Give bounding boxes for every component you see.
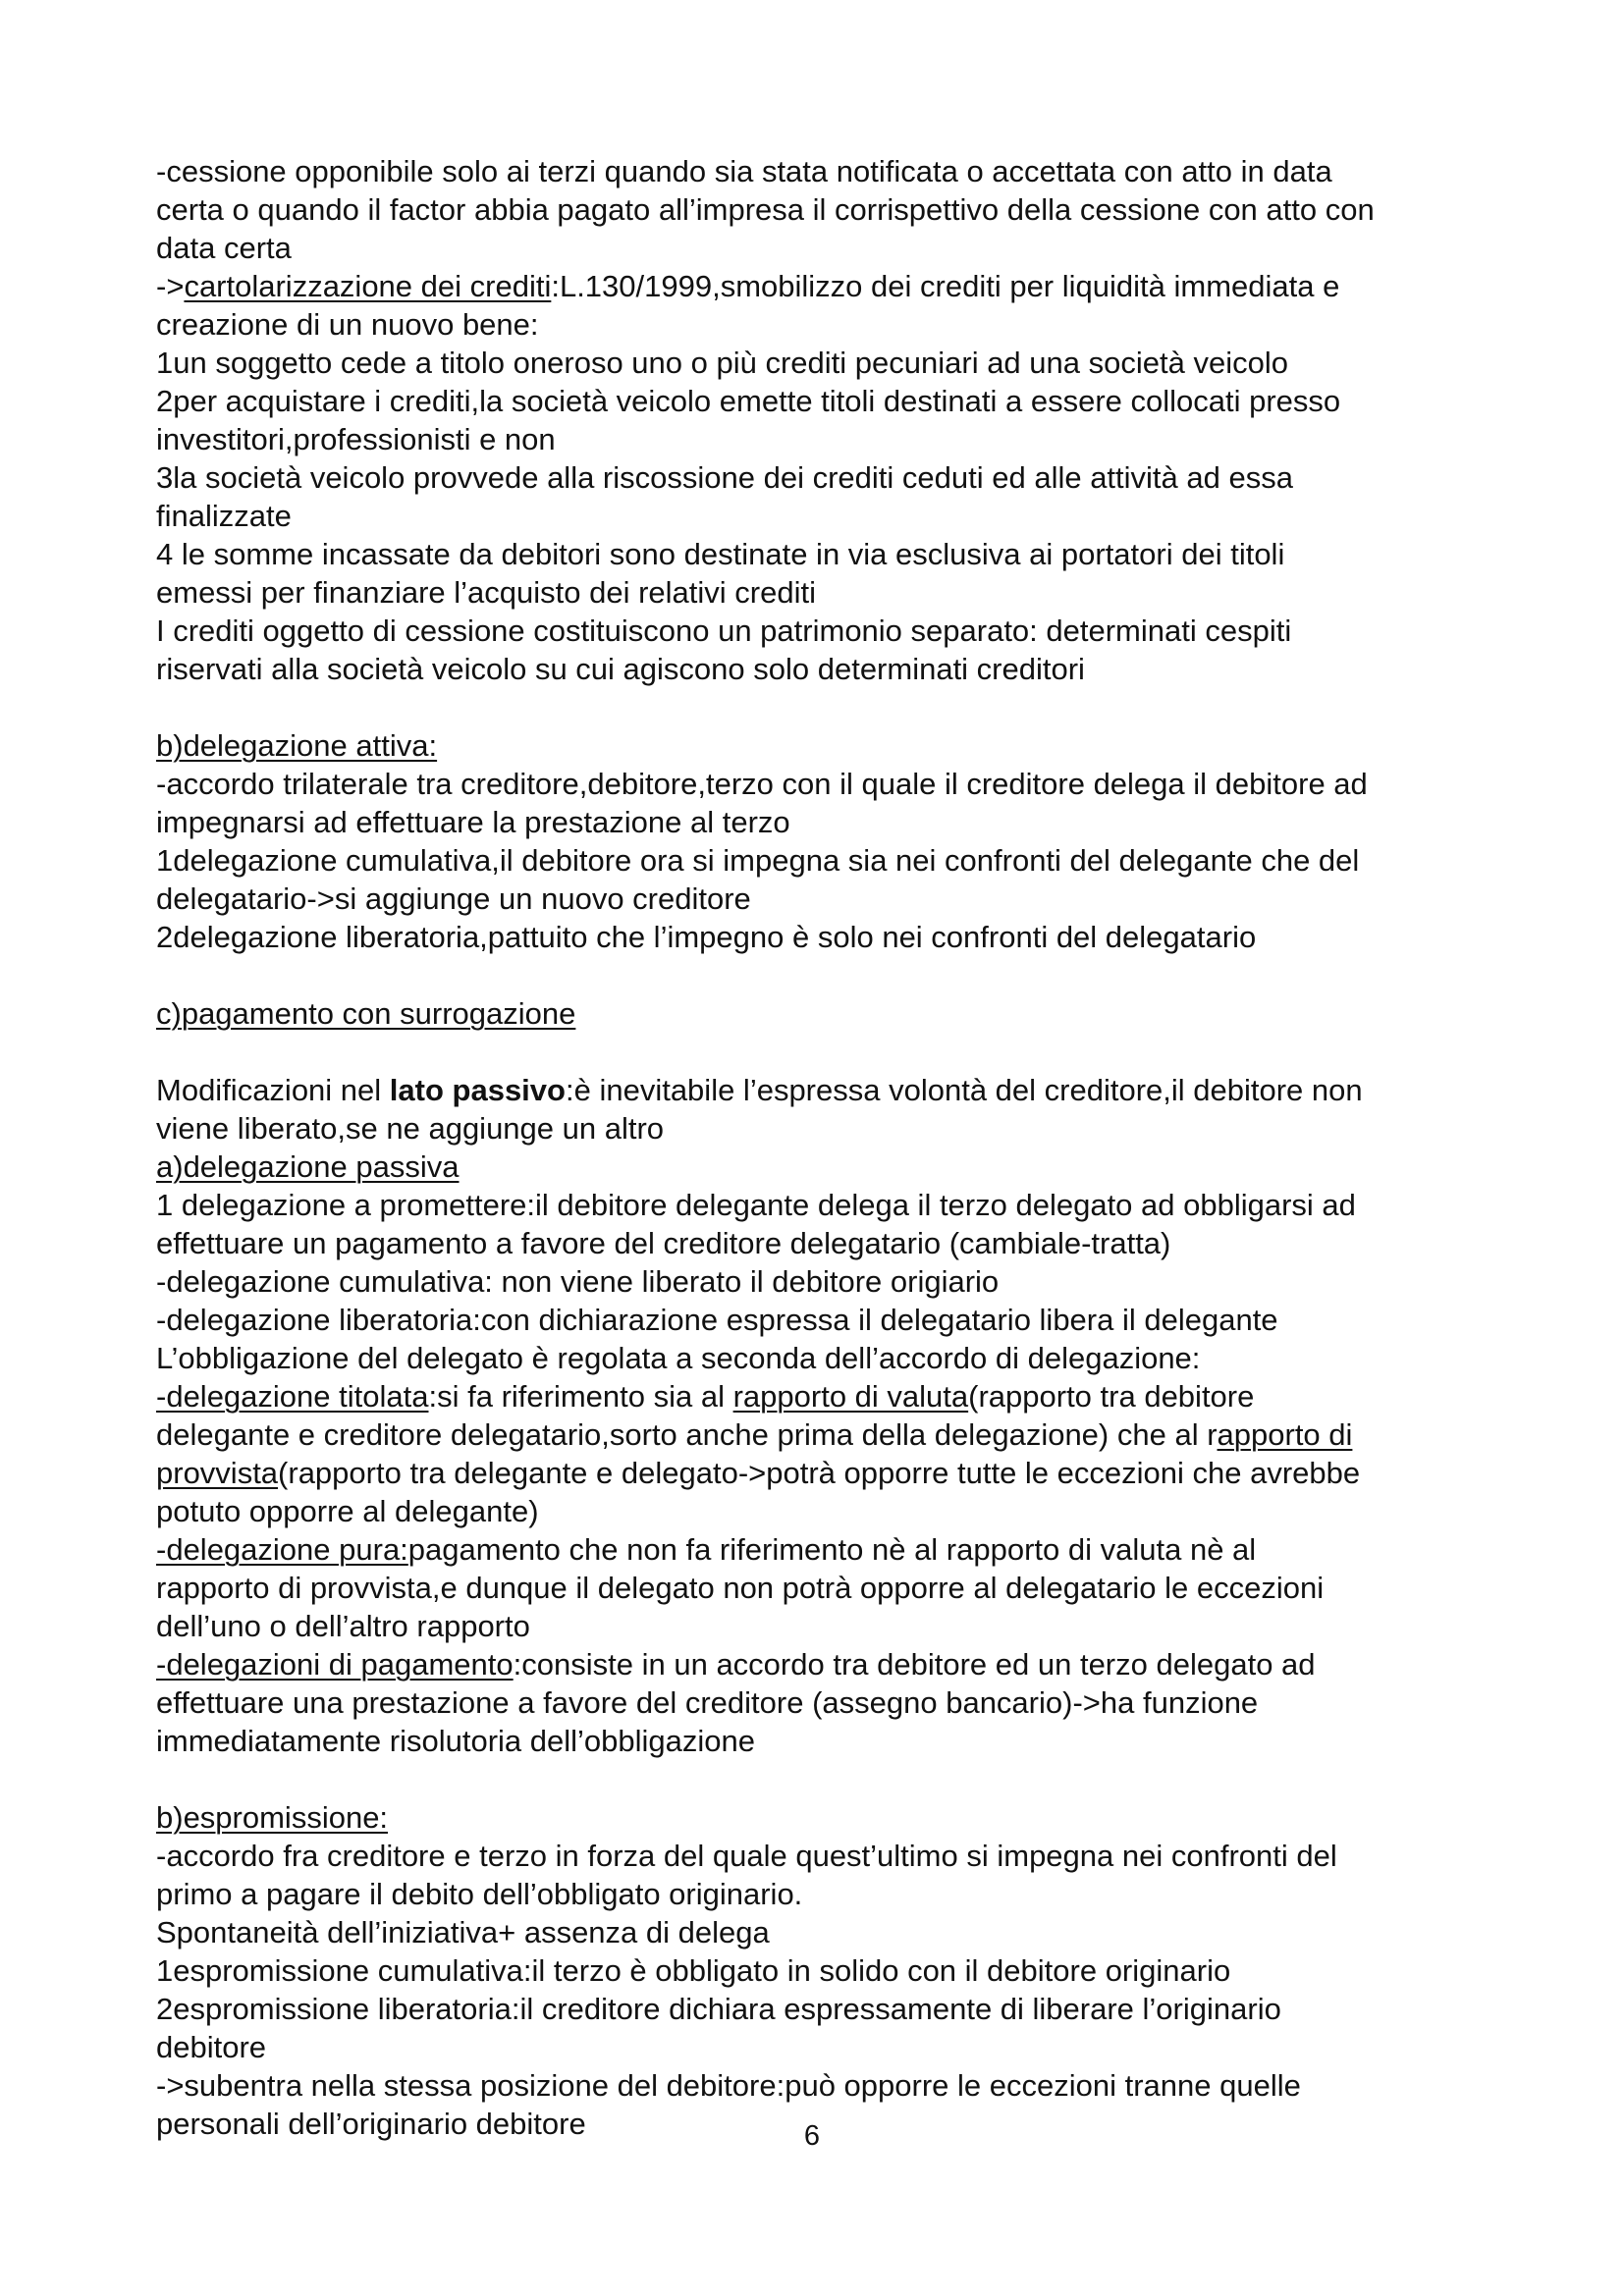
line-text: 1 delegazione a promettere:il debitore delegante delega il terzo delegato ad obbligarsi ad bbox=[156, 1188, 1356, 1222]
text-line bbox=[156, 1186, 1531, 1224]
line-text: certa o quando il factor abbia pagato all’impresa il corrispettivo della cessione con atto con bbox=[156, 192, 1375, 227]
line-text: rapporto di provvista,e dunque il delegato non potrà opporre al delegatario le eccezioni bbox=[156, 1571, 1325, 1605]
line-text: delegante e creditore delegatario,sorto anche prima della delegazione) che al r bbox=[156, 1417, 1218, 1452]
underlined-term: rapporto di valuta bbox=[732, 1379, 969, 1414]
underlined-term: c)pagamento con surrogazione bbox=[156, 996, 576, 1031]
text-line bbox=[156, 1722, 1531, 1760]
text-line bbox=[156, 1875, 1531, 1913]
line-text: I crediti oggetto di cessione costituiscono un patrimonio separato: determinati cespiti bbox=[156, 614, 1292, 648]
underlined-term: b)espromissione: bbox=[156, 1800, 389, 1835]
text-line bbox=[156, 573, 1531, 612]
text-line bbox=[156, 152, 1531, 190]
line-text: immediatamente risolutoria dell’obbligazione bbox=[156, 1724, 755, 1758]
text-line bbox=[156, 803, 1531, 841]
text-line bbox=[156, 267, 1531, 305]
line-text: -> bbox=[156, 269, 185, 303]
line-text: finalizzate bbox=[156, 499, 292, 533]
bold-term: lato passivo bbox=[389, 1073, 566, 1107]
underlined-term: cartolarizzazione dei crediti bbox=[184, 269, 552, 303]
line-text: effettuare un pagamento a favore del creditore delegatario (cambiale-tratta) bbox=[156, 1226, 1171, 1260]
line-text: :consiste in un accordo tra debitore ed un terzo delegato ad bbox=[513, 1647, 1316, 1682]
text-line bbox=[156, 1377, 1531, 1415]
line-text: emessi per finanziare l’acquisto dei relativi crediti bbox=[156, 575, 816, 610]
underlined-term: b)delegazione attiva: bbox=[156, 728, 438, 763]
line-text: -accordo fra creditore e terzo in forza del quale quest’ultimo si impegna nei confronti del bbox=[156, 1839, 1337, 1873]
line-text: dell’uno o dell’altro rapporto bbox=[156, 1609, 530, 1643]
line-text: primo a pagare il debito dell’obbligato originario. bbox=[156, 1877, 803, 1911]
text-line bbox=[156, 497, 1531, 535]
text-line bbox=[156, 1224, 1531, 1262]
line-text: debitore bbox=[156, 2030, 267, 2064]
line-text: personali dell’originario debitore bbox=[156, 2107, 586, 2141]
line-text: -accordo trilaterale tra creditore,debitore,terzo con il quale il creditore delega il debitore ad bbox=[156, 767, 1368, 801]
text-line bbox=[156, 1530, 1531, 1569]
text-line bbox=[156, 1913, 1531, 1951]
page-number: 6 bbox=[803, 2120, 821, 2152]
text-line bbox=[156, 1837, 1531, 1875]
line-text: impegnarsi ad effettuare la prestazione al terzo bbox=[156, 805, 790, 839]
line-text: :si fa riferimento sia al bbox=[428, 1379, 733, 1414]
text-line bbox=[156, 1607, 1531, 1645]
line-text: 1delegazione cumulativa,il debitore ora si impegna sia nei confronti del delegante che del bbox=[156, 843, 1360, 878]
line-text: :è inevitabile l’espressa volontà del creditore,il debitore non bbox=[565, 1073, 1363, 1107]
line-text: riservati alla società veicolo su cui agiscono solo determinati creditori bbox=[156, 652, 1085, 686]
line-text: (rapporto tra debitore bbox=[968, 1379, 1255, 1414]
text-line bbox=[156, 1683, 1531, 1722]
text-line bbox=[156, 1569, 1531, 1607]
text-line bbox=[156, 229, 1531, 267]
text-line bbox=[156, 765, 1531, 803]
line-text: (rapporto tra delegante e delegato->potrà opporre tutte le eccezioni che avrebbe bbox=[278, 1456, 1361, 1490]
text-line bbox=[156, 1339, 1531, 1377]
text-line bbox=[156, 382, 1531, 420]
line-text: 2delegazione liberatoria,pattuito che l’impegno è solo nei confronti del delegatario bbox=[156, 920, 1257, 954]
line-text: 3la società veicolo provvede alla riscossione dei crediti ceduti ed alle attività ad essa bbox=[156, 460, 1293, 495]
text-line bbox=[156, 1262, 1531, 1301]
line-text: potuto opporre al delegante) bbox=[156, 1494, 539, 1528]
line-text: effettuare una prestazione a favore del creditore (assegno bancario)->ha funzione bbox=[156, 1685, 1259, 1720]
text-line bbox=[156, 535, 1531, 573]
blank-line bbox=[156, 688, 1531, 726]
blank-line bbox=[156, 1033, 1531, 1071]
line-text: -cessione opponibile solo ai terzi quando sia stata notificata o accettata con atto in data bbox=[156, 154, 1332, 188]
line-text: delegatario->si aggiunge un nuovo creditore bbox=[156, 881, 751, 916]
text-line bbox=[156, 1798, 1531, 1837]
line-text: investitori,professionisti e non bbox=[156, 422, 556, 456]
line-text: :L.130/1999,smobilizzo dei crediti per liquidità immediata e bbox=[551, 269, 1340, 303]
line-text: 2per acquistare i crediti,la società veicolo emette titoli destinati a essere collocati presso bbox=[156, 384, 1341, 418]
text-line bbox=[156, 1148, 1531, 1186]
line-text: viene liberato,se ne aggiunge un altro bbox=[156, 1111, 665, 1146]
text-line bbox=[156, 880, 1531, 918]
line-text: -delegazione liberatoria:con dichiarazione espressa il delegatario libera il delegante bbox=[156, 1303, 1278, 1337]
text-line bbox=[156, 1109, 1531, 1148]
text-line bbox=[156, 1951, 1531, 1990]
line-text: -delegazione cumulativa: non viene liberato il debitore origiario bbox=[156, 1264, 1000, 1299]
line-text: Spontaneità dell’iniziativa+ assenza di delega bbox=[156, 1915, 770, 1949]
text-line bbox=[156, 1415, 1531, 1454]
text-line bbox=[156, 2028, 1531, 2066]
text-line bbox=[156, 612, 1531, 650]
line-text: L’obbligazione del delegato è regolata a seconda dell’accordo di delegazione: bbox=[156, 1341, 1201, 1375]
blank-line bbox=[156, 1760, 1531, 1798]
text-line bbox=[156, 1301, 1531, 1339]
text-line bbox=[156, 2066, 1531, 2105]
document-body bbox=[156, 152, 1531, 2143]
underlined-term: a)delegazione passiva bbox=[156, 1149, 460, 1184]
text-line bbox=[156, 918, 1531, 956]
line-text: data certa bbox=[156, 231, 292, 265]
line-text: pagamento che non fa riferimento nè al rapporto di valuta nè al bbox=[407, 1532, 1257, 1567]
line-text: 1un soggetto cede a titolo oneroso uno o più crediti pecuniari ad una società veicolo bbox=[156, 346, 1288, 380]
text-line bbox=[156, 1071, 1531, 1109]
text-line bbox=[156, 458, 1531, 497]
line-text: 2espromissione liberatoria:il creditore dichiara espressamente di liberare l’originario bbox=[156, 1992, 1281, 2026]
text-line bbox=[156, 650, 1531, 688]
line-text: ->subentra nella stessa posizione del debitore:può opporre le eccezioni tranne quelle bbox=[156, 2068, 1301, 2103]
text-line bbox=[156, 726, 1531, 765]
text-line bbox=[156, 305, 1531, 344]
line-text: 1espromissione cumulativa:il terzo è obbligato in solido con il debitore originario bbox=[156, 1953, 1231, 1988]
line-text: Modificazioni nel bbox=[156, 1073, 390, 1107]
text-line bbox=[156, 420, 1531, 458]
text-line bbox=[156, 1645, 1531, 1683]
text-line bbox=[156, 190, 1531, 229]
text-line bbox=[156, 994, 1531, 1033]
text-line bbox=[156, 344, 1531, 382]
underlined-term: -delegazione pura: bbox=[156, 1532, 408, 1567]
line-text: creazione di un nuovo bene: bbox=[156, 307, 539, 342]
blank-line bbox=[156, 956, 1531, 994]
line-text: 4 le somme incassate da debitori sono destinate in via esclusiva ai portatori dei titoli bbox=[156, 537, 1285, 571]
text-line bbox=[156, 1454, 1531, 1492]
underlined-term: apporto di bbox=[1217, 1417, 1353, 1452]
underlined-term: -delegazioni di pagamento bbox=[156, 1647, 514, 1682]
underlined-term: provvista bbox=[156, 1456, 279, 1490]
text-line bbox=[156, 841, 1531, 880]
text-line bbox=[156, 1990, 1531, 2028]
text-line bbox=[156, 1492, 1531, 1530]
underlined-term: -delegazione titolata bbox=[156, 1379, 429, 1414]
